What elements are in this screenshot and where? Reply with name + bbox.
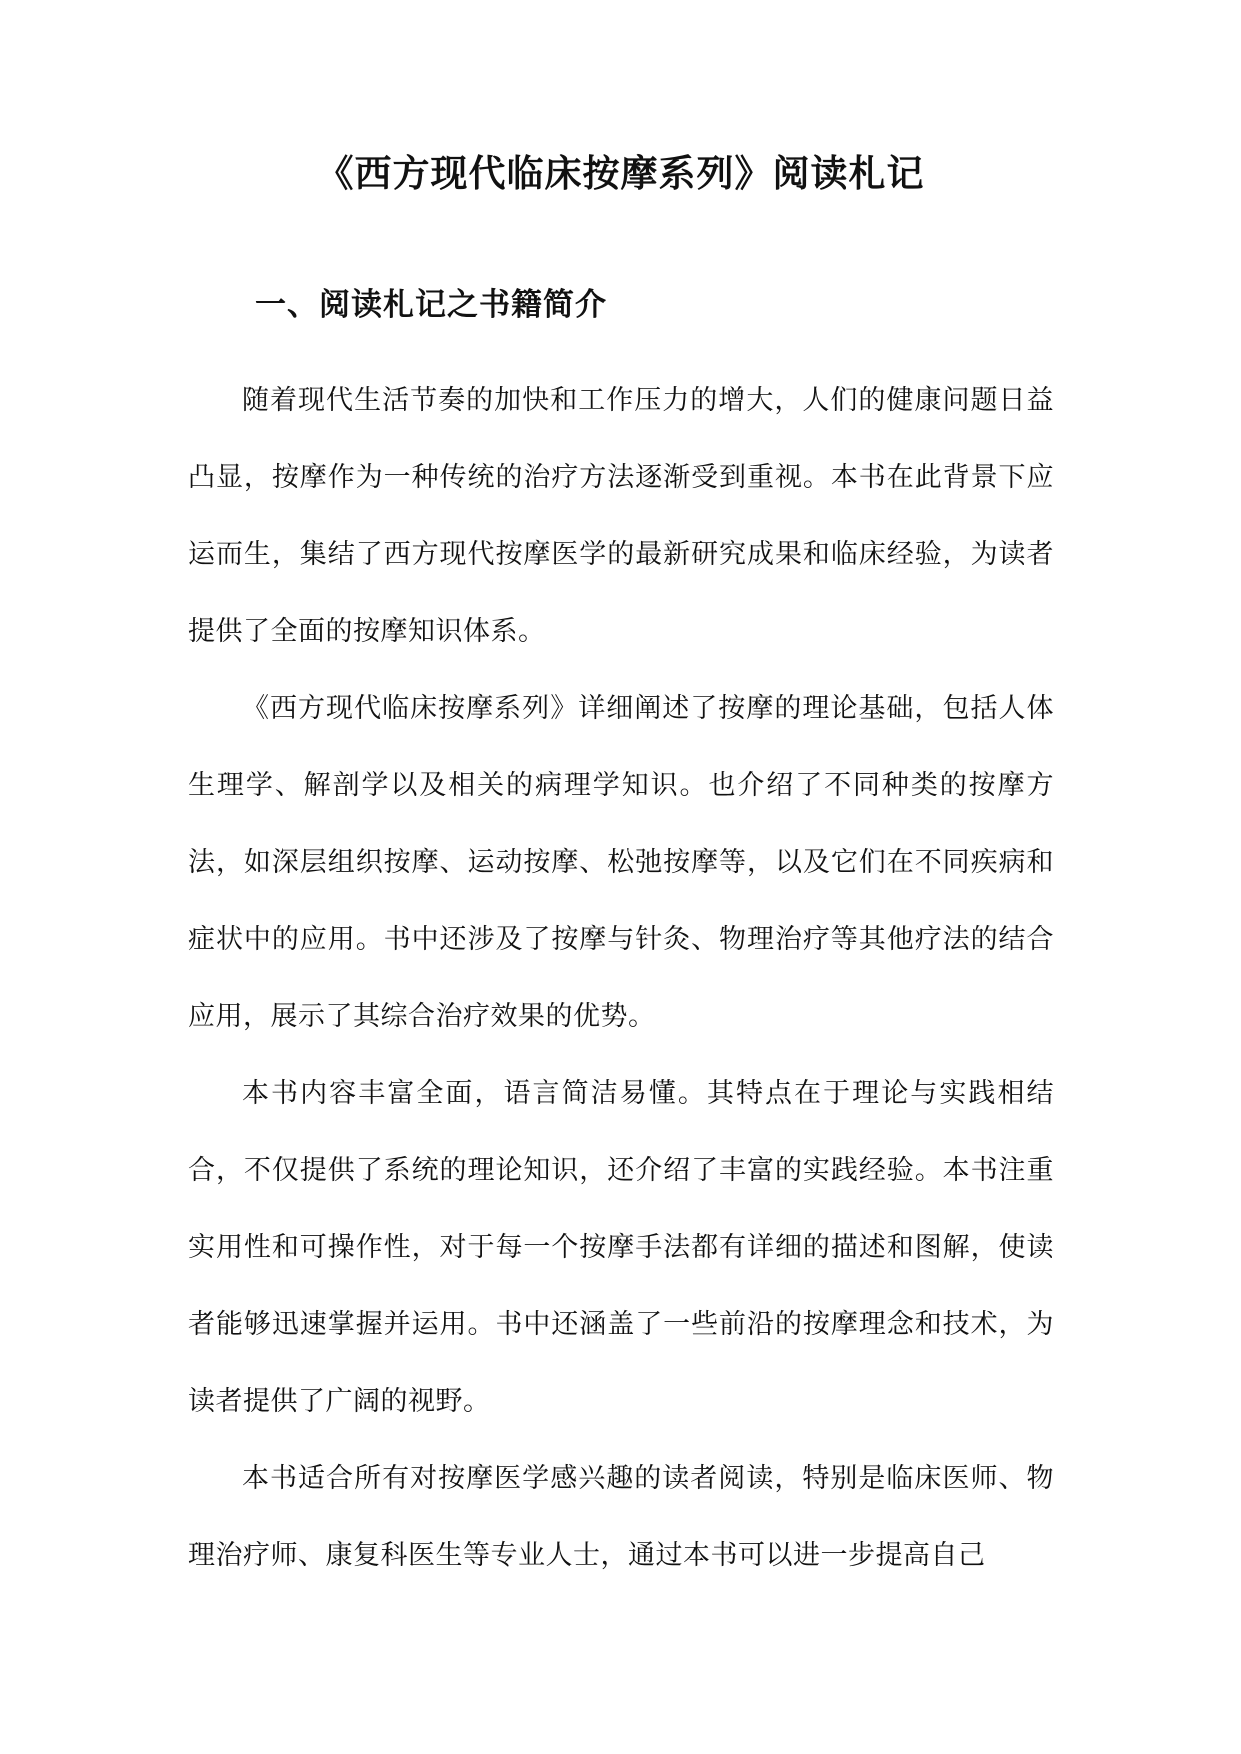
paragraph-3: 本书内容丰富全面，语言简洁易懂。其特点在于理论与实践相结合，不仅提供了系统的理论知识，还介绍了丰富的实践经验。本书注重实用性和可操作性，对于每一个按摩手法都有详细的描述和图解，使读者能够迅速掌握并运用。书中还涵盖了一些前沿的按摩理念和技术，为读者提供了广阔的视野。 [188, 1078, 1054, 1417]
document-body [188, 362, 1054, 1594]
paragraph-1: 随着现代生活节奏的加快和工作压力的增大，人们的健康问题日益凸显，按摩作为一种传统的治疗方法逐渐受到重视。本书在此背景下应运而生，集结了西方现代按摩医学的最新研究成果和临床经验，为读者提供了全面的按摩知识体系。 [188, 385, 1054, 647]
paragraph-4: 本书适合所有对按摩医学感兴趣的读者阅读，特别是临床医师、物理治疗师、康复科医生等专业人士，通过本书可以进一步提高自己 [188, 1463, 1054, 1571]
section-heading: 一、阅读札记之书籍简介 [255, 287, 607, 323]
paragraph-2: 《西方现代临床按摩系列》详细阐述了按摩的理论基础，包括人体生理学、解剖学以及相关的病理学知识。也介绍了不同种类的按摩方法，如深层组织按摩、运动按摩、松弛按摩等，以及它们在不同疾病和症状中的应用。书中还涉及了按摩与针灸、物理治疗等其他疗法的结合应用，展示了其综合治疗效果的优势。 [188, 693, 1054, 1032]
document-title: 《西方现代临床按摩系列》阅读札记 [316, 151, 925, 195]
